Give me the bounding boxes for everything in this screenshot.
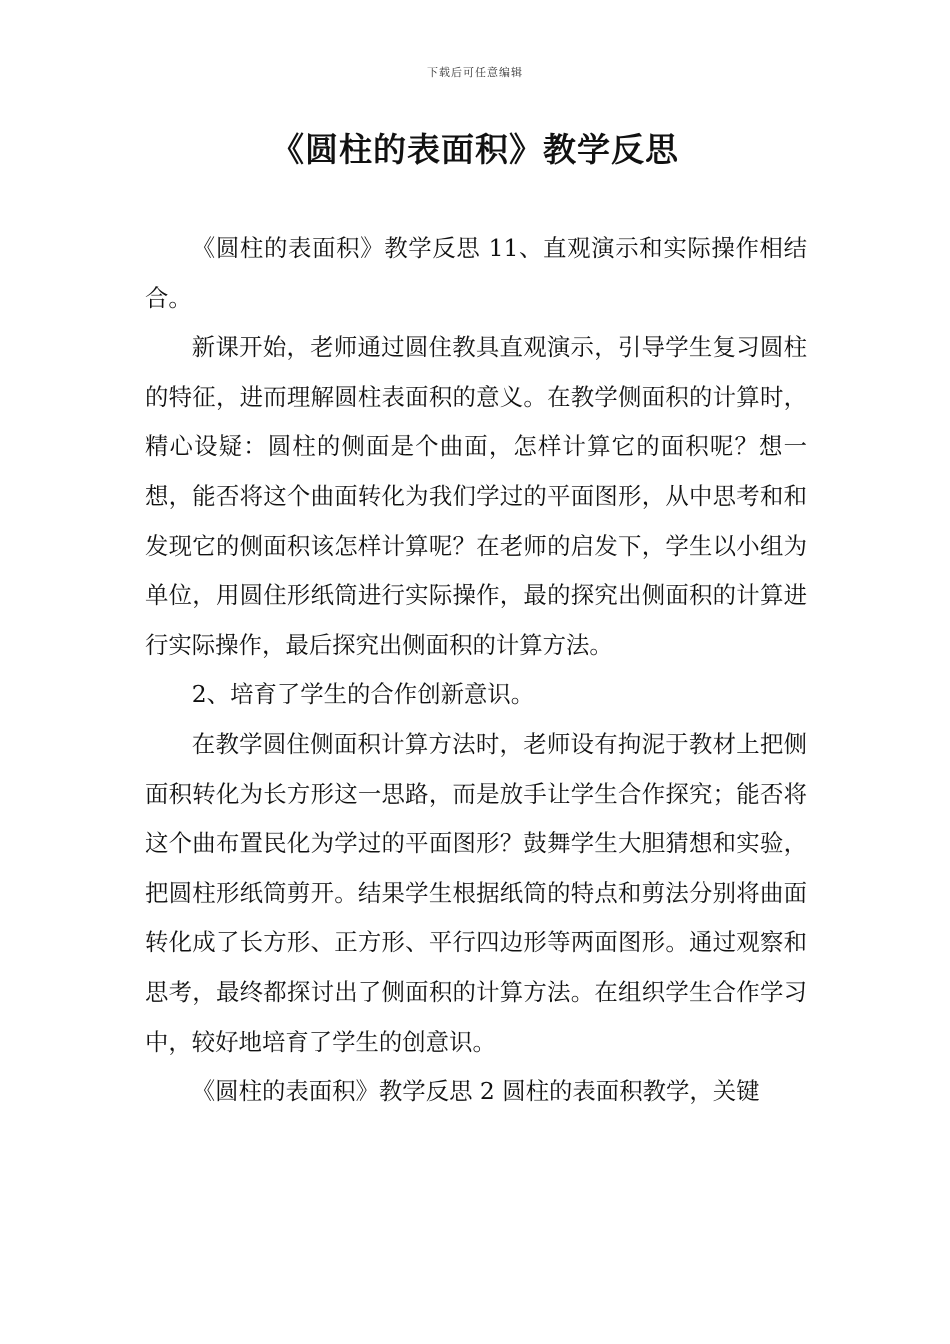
paragraph-4: 在教学圆住侧面积计算方法时，老师设有拘泥于教材上把侧面积转化为长方形这一思路，而是放手让学生合作探究；能否将这个曲布置民化为学过的平面图形？鼓舞学生大胆猜想和实验，把圆柱形纸筒剪开。结果学生根据纸筒的特点和剪法分别将曲面转化成了长方形、正方形、平行四边形等两面图形。通过观察和思考，最终都探讨出了侧面积的计算方法。在组织学生合作学习中，较好地培育了学生的创意识。 (145, 729, 807, 1056)
paragraph-5: 《圆柱的表面积》教学反思 2 圆柱的表面积教学，关键 (191, 1077, 760, 1106)
document-title: 《圆柱的表面积》教学反思 (271, 130, 679, 169)
document-body (145, 224, 807, 1117)
paragraph-2: 新课开始，老师通过圆住教具直观演示，引导学生复习圆柱的特征，进而理解圆柱表面积的意义。在教学侧面积的计算时，精心设疑：圆柱的侧面是个曲面，怎样计算它的面积呢？想一想，能否将这个曲面转化为我们学过的平面图形，从中思考和和发现它的侧面积该怎样计算呢？在老师的启发下，学生以小组为单位，用圆住形纸筒进行实际操作，最的探究出侧面积的计算进行实际操作，最后探究出侧面积的计算方法。 (145, 333, 807, 659)
download-watermark: 下载后可任意编辑 (427, 66, 523, 79)
paragraph-3: 2、培育了学生的合作创新意识。 (191, 680, 535, 709)
paragraph-1: 《圆柱的表面积》教学反思 11、直观演示和实际操作相结合。 (145, 234, 807, 312)
